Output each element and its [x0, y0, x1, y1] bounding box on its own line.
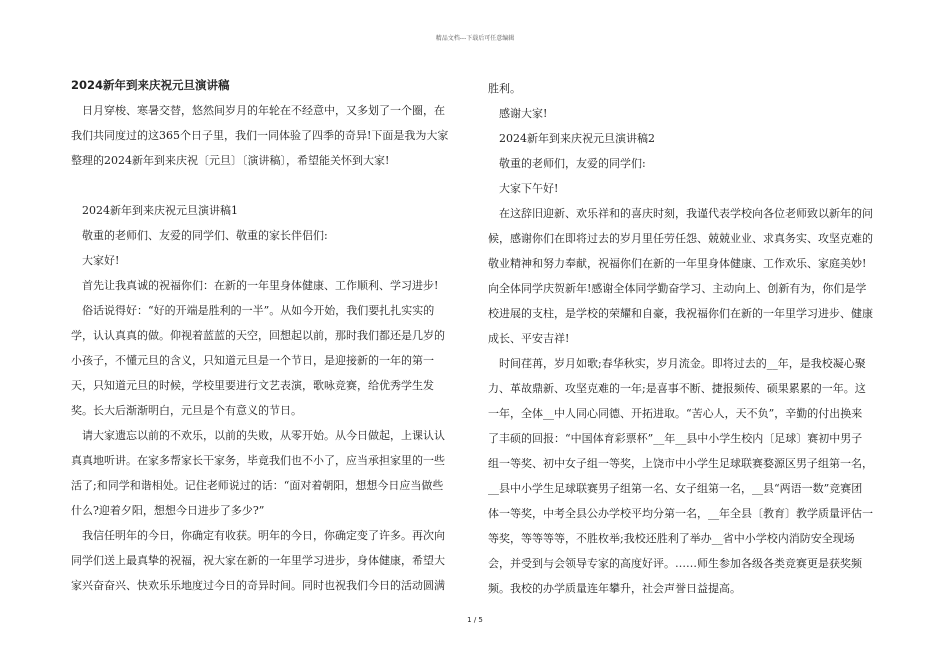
left-column — [71, 76, 451, 598]
blank-line — [71, 173, 451, 198]
paragraph: 感谢大家! — [499, 107, 548, 120]
paragraph: 胜利。 — [488, 82, 521, 95]
paragraph: 俗话说得好：“好的开端是胜利的一半”。从如今开始，我们要扎扎实实的学，认认真真的做。仰视着蓝蓝的天空，回想起以前，那时我们都还是几岁的小孩子，不懂元旦的含义，只知道元旦是一个节日，是迎接新的一年的第一天，只知道元旦的时候，学校里要进行文艺表演，歌咏竞赛，给优秀学生发奖。长大后渐渐明白，元旦是个有意义的节日。 — [71, 304, 445, 417]
section-heading: 2024新年到来庆祝元旦演讲稿2 — [499, 132, 655, 145]
paragraph: 大家下午好! — [499, 182, 559, 195]
paragraph: 敬重的老师们，友爱的同学们: — [499, 157, 646, 170]
page-number: 1 / 5 — [467, 616, 483, 624]
document-title: 2024新年到来庆祝元旦演讲稿 — [71, 78, 230, 92]
paragraph: 在这辞旧迎新、欢乐祥和的喜庆时刻，我谨代表学校向各位老师致以新年的问候，感谢你们在即将过去的岁月里任劳任怨、兢兢业业、求真务实、攻坚克难的敬业精神和努力奉献，祝福你们在新的一年里身体健康、工作欢乐、家庭美妙!向全体同学庆贺新年!感谢全体同学勤奋学习、主动向上、创新有为，你们是学校进展的支柱，是学校的荣耀和自豪，我祝福你们在新的一年里学习进步、健康成长、平安吉祥! — [488, 207, 873, 345]
paragraph: 首先让我真诚的祝福你们：在新的一年里身体健康、工作顺利、学习进步! — [82, 279, 439, 292]
right-column — [488, 76, 873, 601]
section-heading: 2024新年到来庆祝元旦演讲稿1 — [82, 204, 238, 217]
paragraph: 请大家遗忘以前的不欢乐，以前的失败，从零开始。从今日做起，上课认认真真地听讲。在家多帮家长干家务，毕竟我们也不小了，应当承担家里的一些活了;和同学和谐相处。记住老师说过的话：“面对着朝阳，想想今日应当做些什么?迎着夕阳，想想今日进步了多少?” — [71, 429, 445, 517]
paragraph: 大家好! — [82, 254, 120, 267]
paragraph: 时间荏苒，岁月如歌;春华秋实，岁月流金。即将过去的__年，是我校凝心聚力、革故鼎新、攻坚克难的一年;是喜事不断、捷报频传、硕果累累的一年。这一年，全体__中人同心同德、开拓进取。“苦心人，天不负”，辛勤的付出换来了丰硕的回报：“中国体育彩票杯”__年__县中小学生校内〔足球〕赛初中男子组一等奖、初中女子组一等奖，上饶市中小学生足球联赛婺源区男子组第一名，__县中小学生足球联赛男子组第一名、女子组第一名，__县“两语一数”竞赛团体一等奖，中考全县公办学校平均分第一名，__年全县〔教育〕教学质量评估一等奖，等等等等，不胜枚举;我校还胜利了举办__省中小学校内消防安全现场会，并受到与会领导专家的高度好评。……师生参加各级各类竞赛更是获奖频频。我校的办学质量连年攀升，社会声誉日益提高。 — [488, 357, 873, 595]
paragraph: 日月穿梭、寒暑交替，悠然间岁月的年轮在不经意中，又多划了一个圈，在我们共同度过的这365个日子里，我们一同体验了四季的奇异!下面是我为大家整理的2024新年到来庆祝〔元旦〕〔演讲稿〕，希望能关怀到大家! — [71, 104, 449, 167]
paragraph: 我信任明年的今日，你确定有收获。明年的今日，你确定变了许多。再次向同学们送上最真挚的祝福，祝大家在新的一年里学习进步，身体健康，希望大家兴奋奋兴、快欢乐乐地度过今日的奇异时间。同时也祝我们今日的活动圆满 — [71, 529, 445, 592]
page-header: 精品文档---下载后可任意编辑 — [435, 35, 515, 42]
paragraph: 敬重的老师们、友爱的同学们、敬重的家长伴侣们: — [82, 229, 328, 242]
